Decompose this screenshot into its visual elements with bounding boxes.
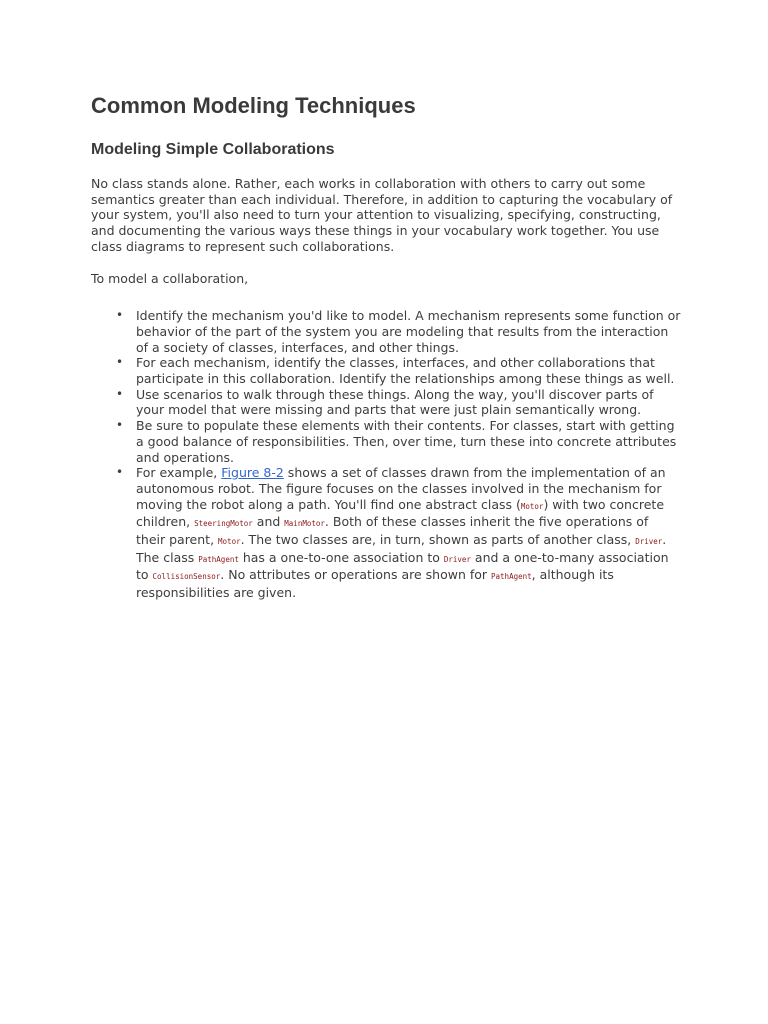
page-title: Common Modeling Techniques xyxy=(91,93,416,118)
text-run: and a one-to-many association to xyxy=(136,549,669,583)
code-motor: Motor xyxy=(520,501,544,511)
code-collisionsensor: CollisionSensor xyxy=(152,572,221,582)
section-heading: Modeling Simple Collaborations xyxy=(91,141,335,158)
list-item xyxy=(116,355,681,387)
text-run: and xyxy=(252,514,285,530)
code-steeringmotor: SteeringMotor xyxy=(194,519,253,529)
text-run: . No attributes or operations are shown for xyxy=(220,567,492,583)
figure-8-2-link[interactable]: Figure 8-2 xyxy=(221,465,284,481)
list-item-text: For each mechanism, identify the classes, interfaces, and other collaborations that participate in this collaboration. Identify the relationships among these things as well. xyxy=(136,355,675,387)
lead-in-paragraph: To model a collaboration, xyxy=(91,270,249,286)
text-run: . Both of these classes inherit the five operations of their parent, xyxy=(136,514,649,548)
bullet-icon: • xyxy=(116,386,124,401)
list-item-text: Identify the mechanism you'd like to model. A mechanism represents some function or behavior of the part of the system you are modeling that results from the interaction of a society of classes, interfaces, and other things. xyxy=(136,308,681,355)
text-run: , although its responsibilities are given. xyxy=(136,567,614,601)
code-mainmotor: MainMotor xyxy=(284,519,325,529)
list-item-text xyxy=(136,465,669,600)
code-driver: Driver xyxy=(635,537,663,547)
list-item xyxy=(116,465,681,601)
list-item xyxy=(116,418,681,465)
text-run: shows a set of classes drawn from the implementation of an autonomous robot. The figure focuses on the classes involved in the mechanism for moving the robot along a path. You'll find one abstract class ( xyxy=(136,465,666,512)
code-driver: Driver xyxy=(443,554,471,564)
bullet-icon: • xyxy=(116,465,124,480)
bullet-icon: • xyxy=(116,418,124,433)
list-item-text: Use scenarios to walk through these things. Along the way, you'll discover parts of your model that were missing and parts that were just plain semantically wrong. xyxy=(136,386,654,418)
list-item xyxy=(116,386,681,418)
list-item-text: Be sure to populate these elements with their contents. For classes, start with getting a good balance of responsibilities. Then, over time, turn these into concrete attributes and operations. xyxy=(136,418,677,465)
bullet-icon: • xyxy=(116,355,124,370)
intro-paragraph: No class stands alone. Rather, each works in collaboration with others to carry out some semantics greater than each individual. Therefore, in addition to capturing the vocabulary of your system, you'll also need to turn your attention to visualizing, specifying, constructing, and documenting the various ways these things in your vocabulary work together. You use class diagrams to represent such collaborations. xyxy=(91,176,673,254)
text-run: . The two classes are, in turn, shown as parts of another class, xyxy=(240,532,636,548)
code-pathagent: PathAgent xyxy=(491,572,532,582)
document-page xyxy=(91,92,681,601)
text-run: ) with two concrete children, xyxy=(136,496,665,530)
code-motor: Motor xyxy=(218,537,241,547)
steps-list xyxy=(91,308,681,601)
bullet-icon: • xyxy=(116,308,124,323)
code-pathagent: PathAgent xyxy=(198,554,239,564)
text-run: . The class xyxy=(136,532,667,565)
text-run: has a one-to-one association to xyxy=(238,549,444,565)
list-item xyxy=(116,308,681,355)
text-run: For example, xyxy=(136,465,222,481)
